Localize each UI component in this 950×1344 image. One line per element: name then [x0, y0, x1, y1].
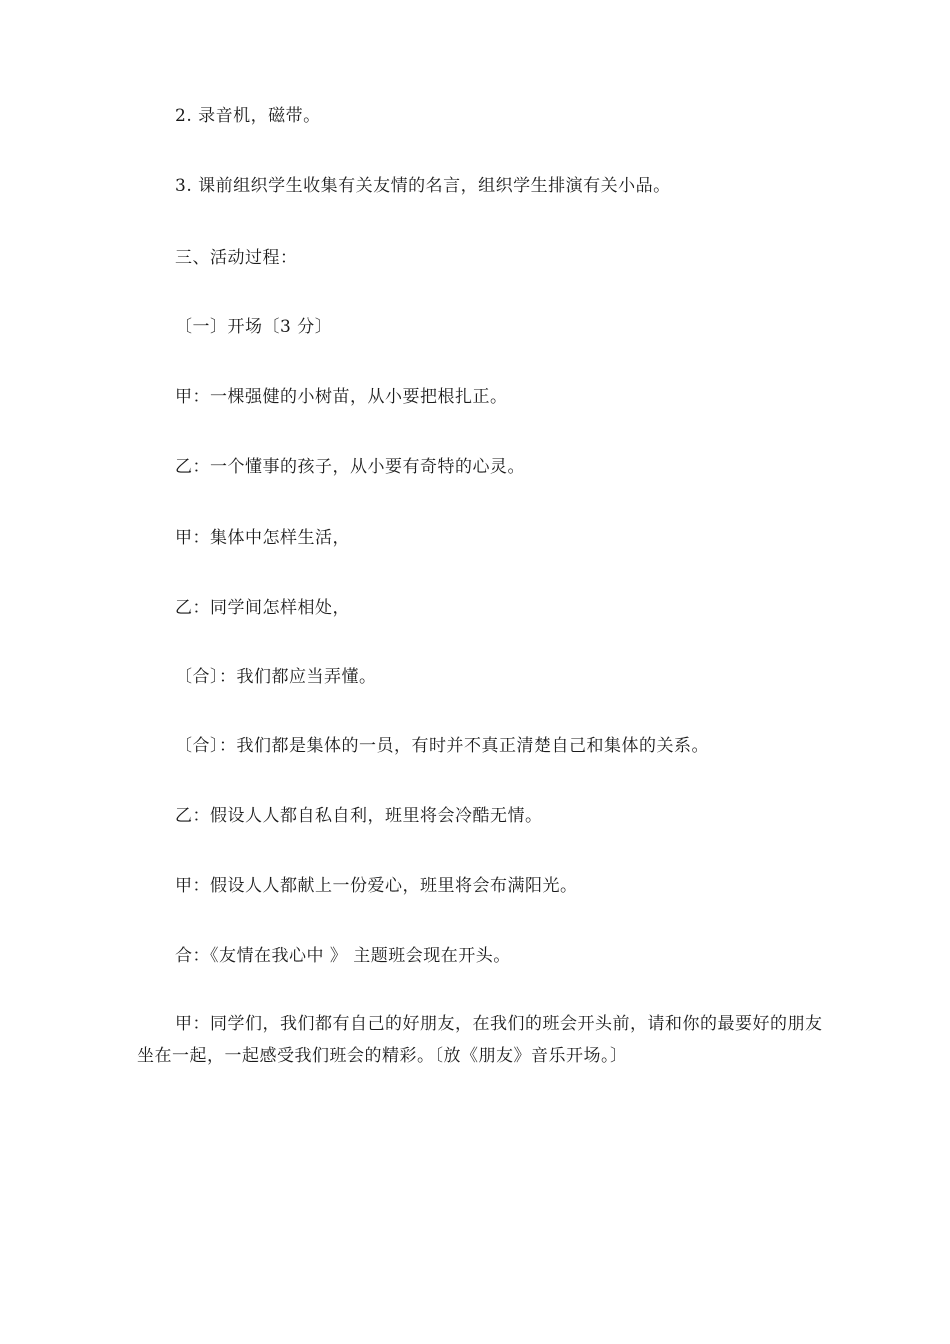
paragraph-line-continued: 坐在一起，一起感受我们班会的精彩。〔放《朋友》音乐开场。〕	[137, 1046, 628, 1066]
dialogue-line: 〔合〕：我们都是集体的一员，有时并不真正清楚自己和集体的关系。	[175, 736, 709, 756]
final-dialogue-paragraph	[137, 1008, 897, 1072]
dialogue-line: 甲：假设人人都献上一份爱心，班里将会布满阳光。	[175, 876, 578, 896]
section-heading-activity-process: 三、活动过程：	[175, 248, 298, 268]
text-line-materials-2: 2. 录音机，磁带。	[175, 106, 321, 126]
text-line-materials-3: 3. 课前组织学生收集有关友情的名言，组织学生排演有关小品。	[175, 176, 671, 196]
dialogue-line: 〔合〕：我们都应当弄懂。	[175, 667, 377, 687]
subsection-heading-opening: 〔一〕开场〔3 分〕	[175, 317, 333, 337]
dialogue-line: 乙：假设人人都自私自利，班里将会冷酷无情。	[175, 806, 543, 826]
dialogue-line: 乙：同学间怎样相处，	[175, 598, 350, 618]
dialogue-line: 合：《友情在我心中 》 主题班会现在开头。	[175, 946, 511, 966]
dialogue-line: 甲：集体中怎样生活，	[175, 528, 350, 548]
dialogue-line: 乙：一个懂事的孩子，从小要有奇特的心灵。	[175, 457, 525, 477]
dialogue-line: 甲：一棵强健的小树苗，从小要把根扎正。	[175, 387, 508, 407]
paragraph-line-first: 甲：同学们，我们都有自己的好朋友，在我们的班会开头前，请和你的最要好的朋友	[175, 1014, 823, 1034]
